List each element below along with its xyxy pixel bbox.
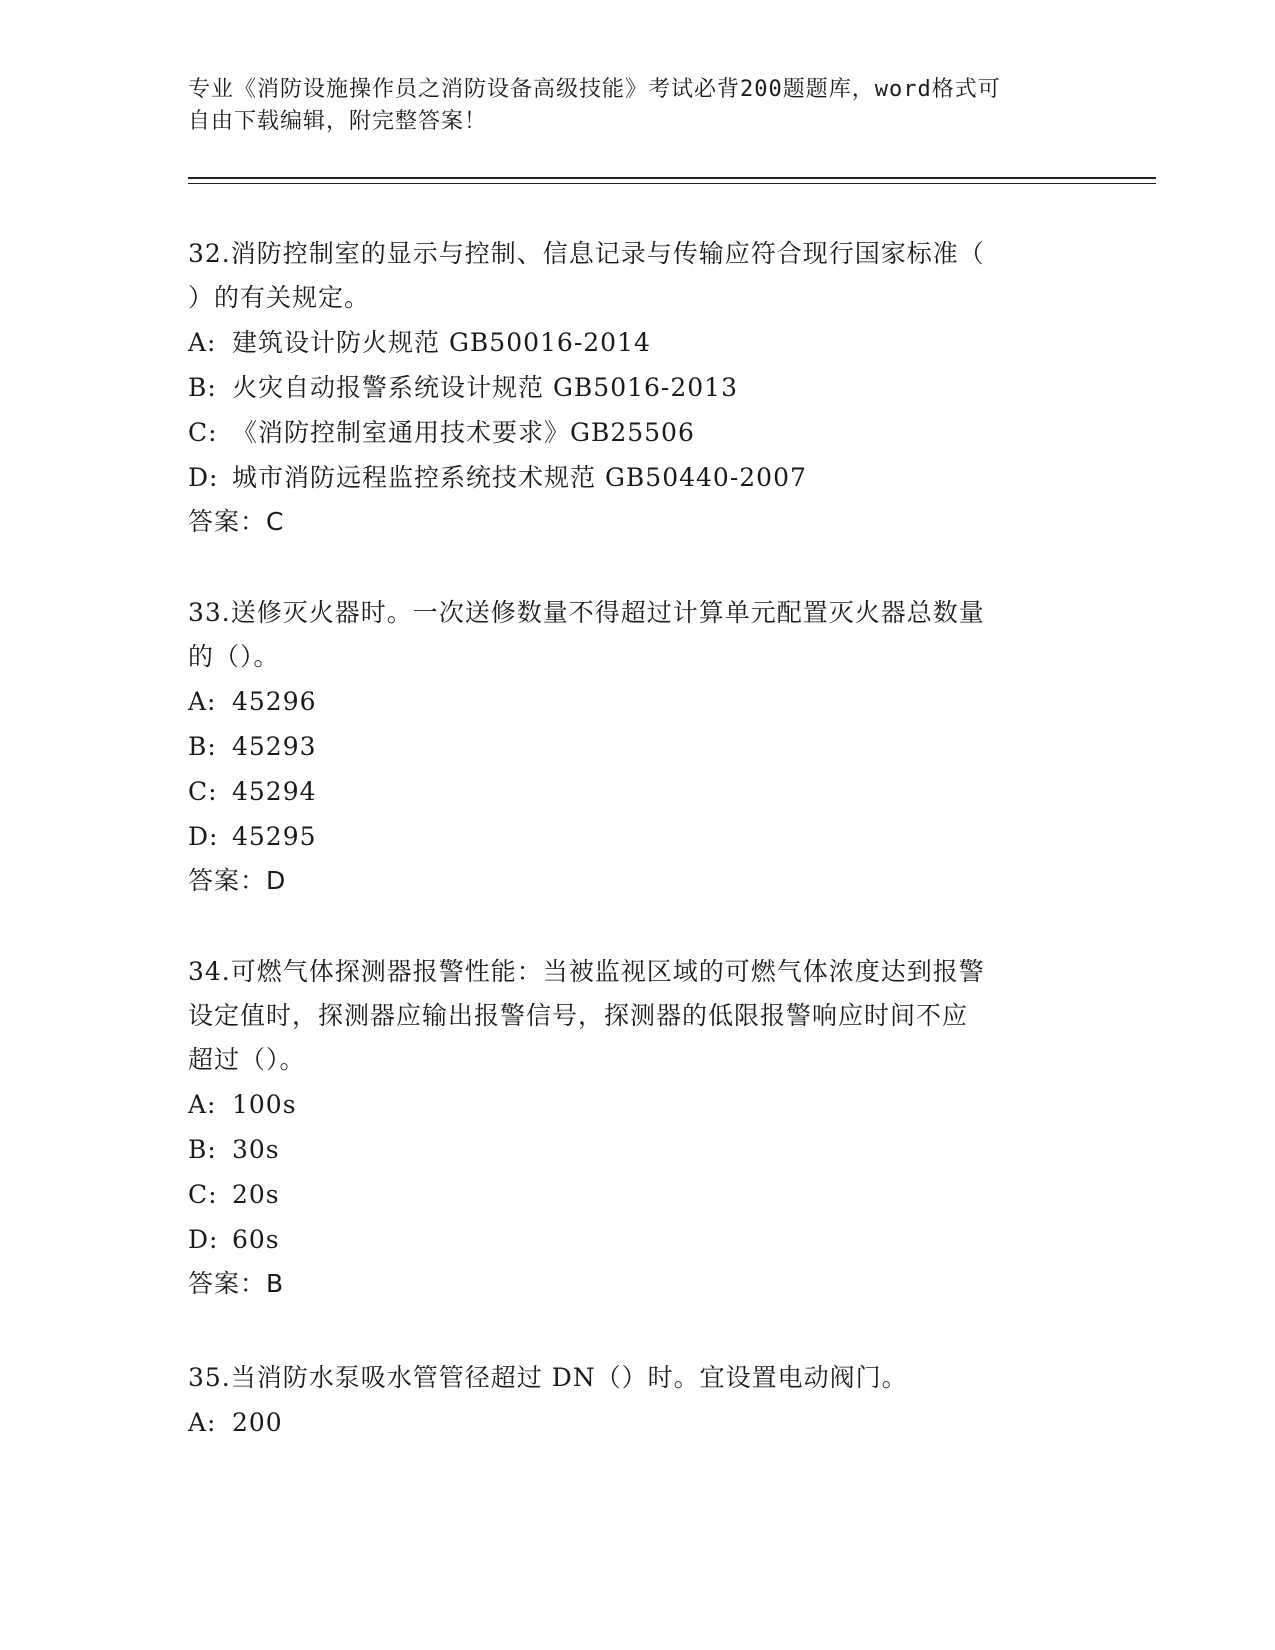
question-stem: 32.消防控制室的显示与控制、信息记录与传输应符合现行国家标准（ [188,239,985,268]
option-text: 30s [232,1135,280,1164]
question-33 [188,591,1088,903]
option-a [188,1400,1088,1445]
option-text: 45293 [232,732,317,761]
option-text: 60s [232,1225,280,1254]
option-a [188,320,1088,365]
option-text: 建筑设计防火规范 GB50016-2014 [232,328,651,357]
option-a [188,1082,1088,1127]
question-32 [188,232,1088,544]
option-d [188,1217,1088,1262]
option-b [188,1127,1088,1172]
option-a [188,679,1088,724]
option-letter: B: [188,1135,217,1164]
option-text: 45296 [232,687,317,716]
header-divider [188,177,1156,179]
option-letter: B: [188,732,217,761]
question-34 [188,950,1088,1306]
option-text: 火灾自动报警系统设计规范 GB5016-2013 [232,373,738,402]
page-header [188,74,1068,138]
answer-label: 答案：C [188,507,285,536]
option-letter: B: [188,373,217,402]
option-c [188,769,1088,814]
option-text: 城市消防远程监控系统技术规范 GB50440-2007 [232,463,807,492]
question-35 [188,1356,1088,1445]
option-b [188,724,1088,769]
option-text: 200 [232,1408,283,1437]
option-text: 《消防控制室通用技术要求》GB25506 [232,418,695,447]
question-stem: 35.当消防水泵吸水管管径超过 DN（）时。宜设置电动阀门。 [188,1363,908,1392]
question-stem: 33.送修灭火器时。一次送修数量不得超过计算单元配置灭火器总数量 [188,598,985,627]
question-stem: 设定值时，探测器应输出报警信号，探测器的低限报警响应时间不应 [188,1001,969,1030]
option-letter: D: [188,1225,219,1254]
option-d [188,455,1088,500]
option-letter: C: [188,418,218,447]
option-c [188,410,1088,455]
question-stem: ）的有关规定。 [188,283,371,312]
option-text: 45294 [232,777,317,806]
option-text: 100s [232,1090,297,1119]
option-letter: A: [188,328,217,357]
option-letter: C: [188,777,218,806]
option-letter: A: [188,687,217,716]
option-letter: A: [188,1408,217,1437]
header-line: 自由下载编辑，附完整答案！ [188,109,488,134]
question-stem: 的（）。 [188,642,280,671]
option-text: 45295 [232,822,317,851]
option-d [188,814,1088,859]
header-divider [188,183,1156,184]
header-line: 专业《消防设施操作员之消防设备高级技能》考试必背200题题库，word格式可 [188,77,1001,102]
answer-label: 答案：D [188,866,287,895]
option-b [188,365,1088,410]
answer-label: 答案：B [188,1269,285,1298]
option-text: 20s [232,1180,280,1209]
option-letter: D: [188,463,219,492]
option-letter: A: [188,1090,217,1119]
option-c [188,1172,1088,1217]
question-stem: 34.可燃气体探测器报警性能：当被监视区域的可燃气体浓度达到报警 [188,957,985,986]
option-letter: C: [188,1180,218,1209]
option-letter: D: [188,822,219,851]
question-stem: 超过（）。 [188,1045,306,1074]
